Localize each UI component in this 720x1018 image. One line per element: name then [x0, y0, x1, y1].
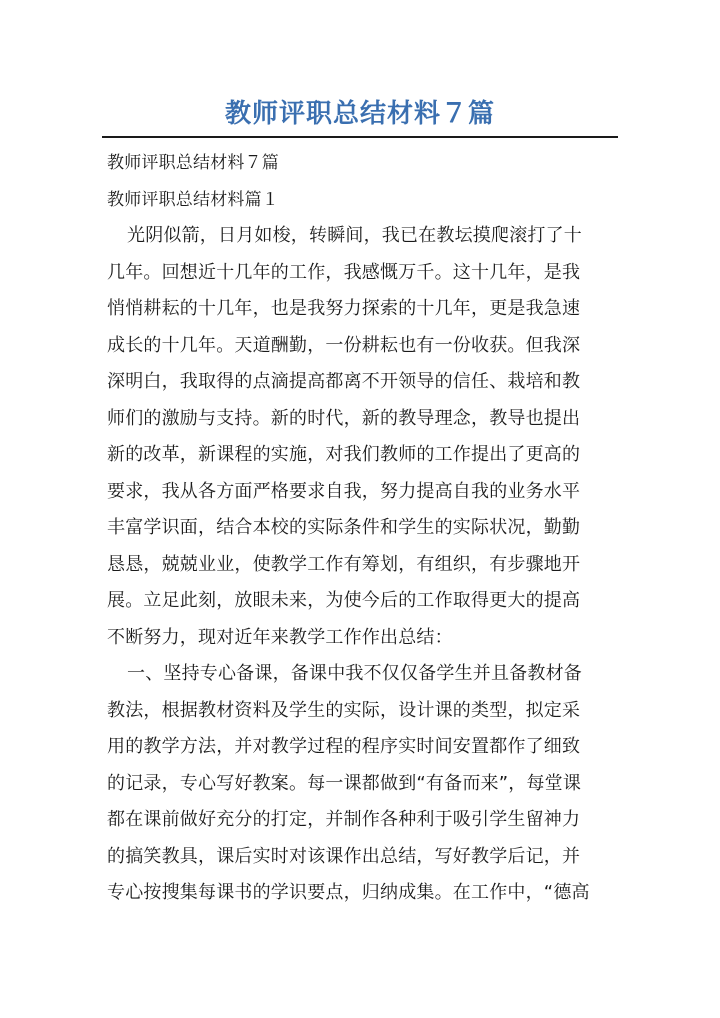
paragraph-line: 悄悄耕耘的十几年，也是我努力探索的十几年，更是我急速 [107, 298, 581, 319]
paragraph-line: 深明白，我取得的点滴提高都离不开领导的信任、栽培和教 [107, 371, 581, 392]
paragraph-line: 新的改革，新课程的实施，对我们教师的工作提出了更高的 [107, 444, 581, 465]
paragraph-line: 用的教学方法，并对教学过程的程序实时间安置都作了细致 [107, 736, 581, 757]
paragraph-line: 丰富学识面，结合本校的实际条件和学生的实际状况，勤勤 [107, 517, 581, 538]
paragraph-line: 一、坚持专心备课，备课中我不仅仅备学生并且备教材备 [127, 663, 582, 684]
paragraph-line: 展。立足此刻，放眼未来，为使今后的工作取得更大的提高 [107, 590, 581, 611]
paragraph-line: 师们的激励与支持。新的时代，新的教导理念，教导也提出 [107, 407, 581, 429]
paragraph-line: 的记录，专心写好教案。每一课都做到“有备而来”，每堂课 [107, 772, 582, 794]
document-body [107, 145, 613, 912]
paragraph-line: 的搞笑教具，课后实时对该课作出总结，写好教学后记，并 [107, 845, 581, 867]
paragraph-line: 教法，根据教材资料及学生的实际，设计课的类型，拟定采 [107, 699, 581, 721]
paragraph-line: 成长的十几年。天道酬勤，一份耕耘也有一份收获。但我深 [107, 334, 581, 356]
paragraph-line: 都在课前做好充分的打定，并制作各种利于吸引学生留神力 [107, 809, 581, 830]
document-subtitle: 教师评职总结材料７篇 [107, 153, 279, 173]
document-title: 教师评职总结材料７篇 [224, 99, 495, 129]
paragraph-line: 专心按搜集每课书的学识要点，归纳成集。在工作中，“德高 [107, 882, 590, 903]
paragraph-line: 不断努力，现对近年来教学工作作出总结： [107, 626, 453, 648]
section-heading: 教师评职总结材料篇１ [107, 189, 279, 210]
paragraph-line: 光阴似箭，日月如梭，转瞬间，我已在教坛摸爬滚打了十 [127, 225, 582, 246]
paragraph-line: 要求，我从各方面严格要求自我，努力提高自我的业务水平 [107, 480, 581, 502]
title-divider [102, 136, 618, 138]
paragraph-line: 几年。回想近十几年的工作，我感慨万千。这十几年，是我 [107, 261, 581, 283]
paragraph-line: 恳恳，兢兢业业，使教学工作有筹划，有组织，有步骤地开 [107, 553, 581, 575]
